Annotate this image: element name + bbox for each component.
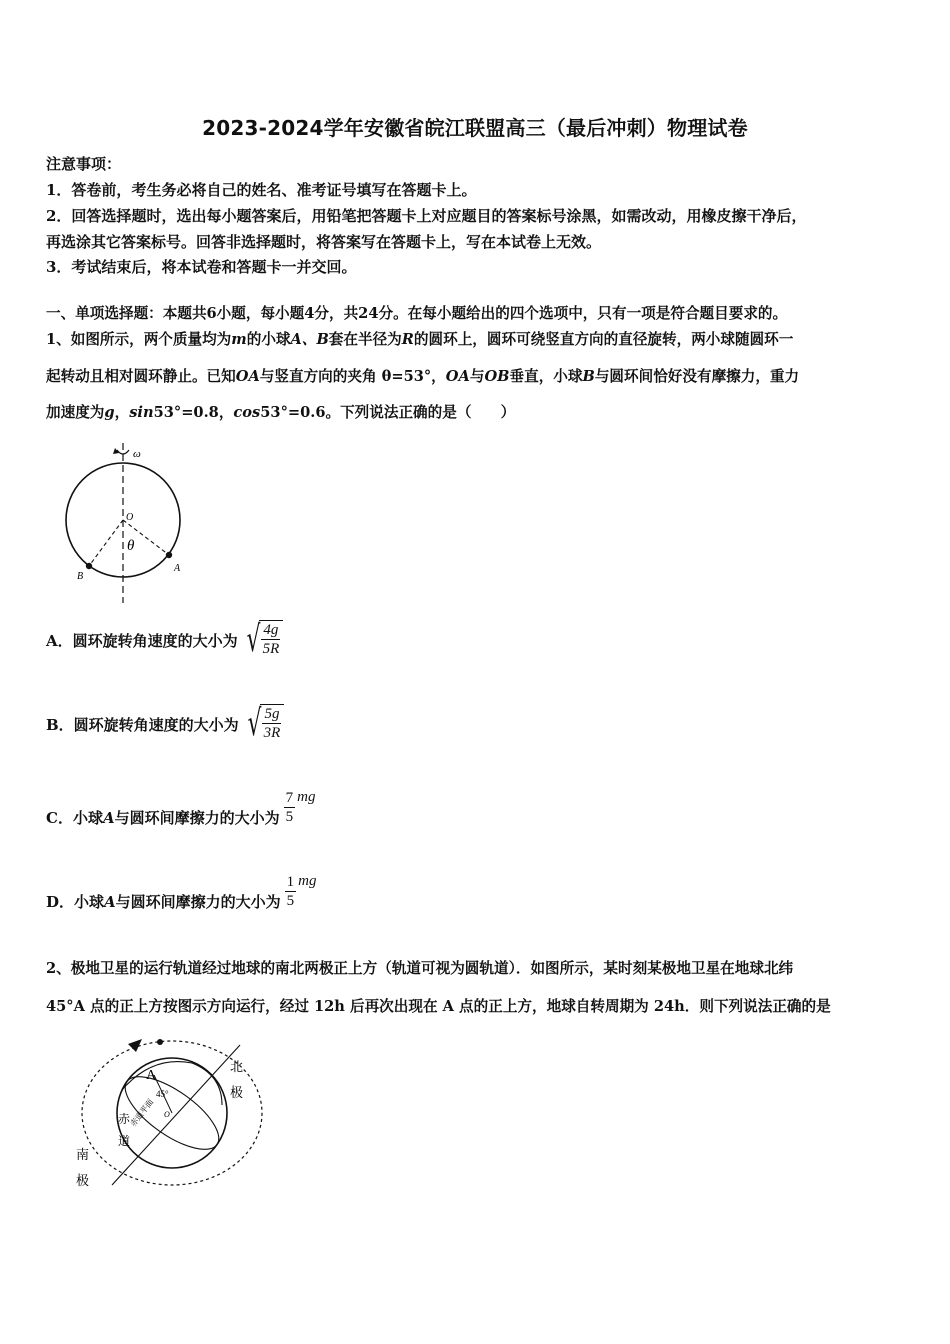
notice-item-2: 2．回答选择题时，选出每小题答案后，用铅笔把答题卡上对应题目的答案标号涂黑，如需改动，用橡皮擦干净后， [46,207,807,225]
q1-line-3: 加速度为g，sin53°=0.8，cos53°=0.6。下列说法正确的是（ ） [46,404,516,421]
label-A: A [146,1068,157,1083]
ball-B [86,563,92,569]
label-equator-1: 赤 [118,1112,131,1126]
option-c-text: C．小球A与圆环间摩擦力的大小为 [46,809,280,827]
notice-heading: 注意事项： [46,155,122,173]
option-d-text: D．小球A与圆环间摩擦力的大小为 [46,893,281,911]
label-angle: 45° [156,1089,169,1099]
q1-line-1: 1、如图所示，两个质量均为m的小球A、B套在半径为R的圆环上，圆环可绕竖直方向的直径旋转，两小球随圆环一 [46,331,794,348]
notice-item-2-cont: 再选涂其它答案标号。回答非选择题时，将答案写在答题卡上，写在本试卷上无效。 [46,233,602,251]
page-title: 2023-2024学年安徽省皖江联盟高三（最后冲刺）物理试卷 [202,116,748,140]
label-north-2: 极 [230,1086,244,1101]
section-heading: 一、单项选择题：本题共6小题，每小题4分，共24分。在每小题给出的四个选项中，只有一项是符合题目要求的。 [46,305,788,322]
q2-earth-figure [72,1035,272,1195]
option-b-text: B．圆环旋转角速度的大小为 [46,715,239,734]
q2-line-2: 45°A 点的正上方按图示方向运行，经过 12h 后再次出现在 A 点的正上方，地球自转周期为 24h．则下列说法正确的是 [46,998,831,1015]
option-d[interactable]: D．小球A与圆环间摩擦力的大小为 $\frac{1}{5}$ mg [46,873,317,911]
earth-axis [112,1045,240,1185]
option-c[interactable]: C．小球A与圆环间摩擦力的大小为 $\frac{7}{5}$ mg [46,789,316,827]
notice-item-1: 1．答卷前，考生务必将自己的姓名、准考证号填写在答题卡上。 [46,181,477,199]
ball-A [166,552,172,558]
option-b-formula: √ $\frac{5g}{3R}$ [243,704,285,744]
option-a-formula: √ $\frac{4g}{5R}$ [242,620,284,660]
label-O: O [126,512,134,523]
label-O: O [164,1110,170,1119]
label-B: B [77,571,84,582]
latitude-arc [122,1062,222,1105]
label-theta: θ [127,538,135,554]
rotation-arrow-icon [117,450,129,454]
radius-OB [89,520,123,566]
label-south-2: 极 [76,1174,90,1189]
option-c-formula: $\frac{7}{5}$ [285,790,294,825]
label-A: A [174,563,181,574]
option-a-text: A．圆环旋转角速度的大小为 [46,631,238,650]
option-d-formula: $\frac{1}{5}$ [286,874,295,909]
label-equator-2: 道 [118,1134,131,1148]
q1-ring-figure [55,438,200,608]
satellite [157,1039,163,1045]
label-south-1: 南 [76,1148,90,1163]
option-a[interactable] [46,620,283,660]
label-equator-plane: 赤道平面 [128,1097,156,1129]
label-north-1: 北 [230,1060,244,1075]
option-b[interactable] [46,704,284,744]
q1-line-2: 起转动且相对圆环静止。已知OA与竖直方向的夹角 θ=53°，OA与OB垂直，小球B与圆环间恰好没有摩擦力，重力 [46,368,800,385]
label-omega: ω [133,448,141,460]
q2-line-1: 2、极地卫星的运行轨道经过地球的南北两极正上方（轨道可视为圆轨道）．如图所示，某时刻某极地卫星在地球北纬 [46,960,794,977]
notice-item-3: 3．考试结束后，将本试卷和答题卡一并交回。 [46,258,357,276]
